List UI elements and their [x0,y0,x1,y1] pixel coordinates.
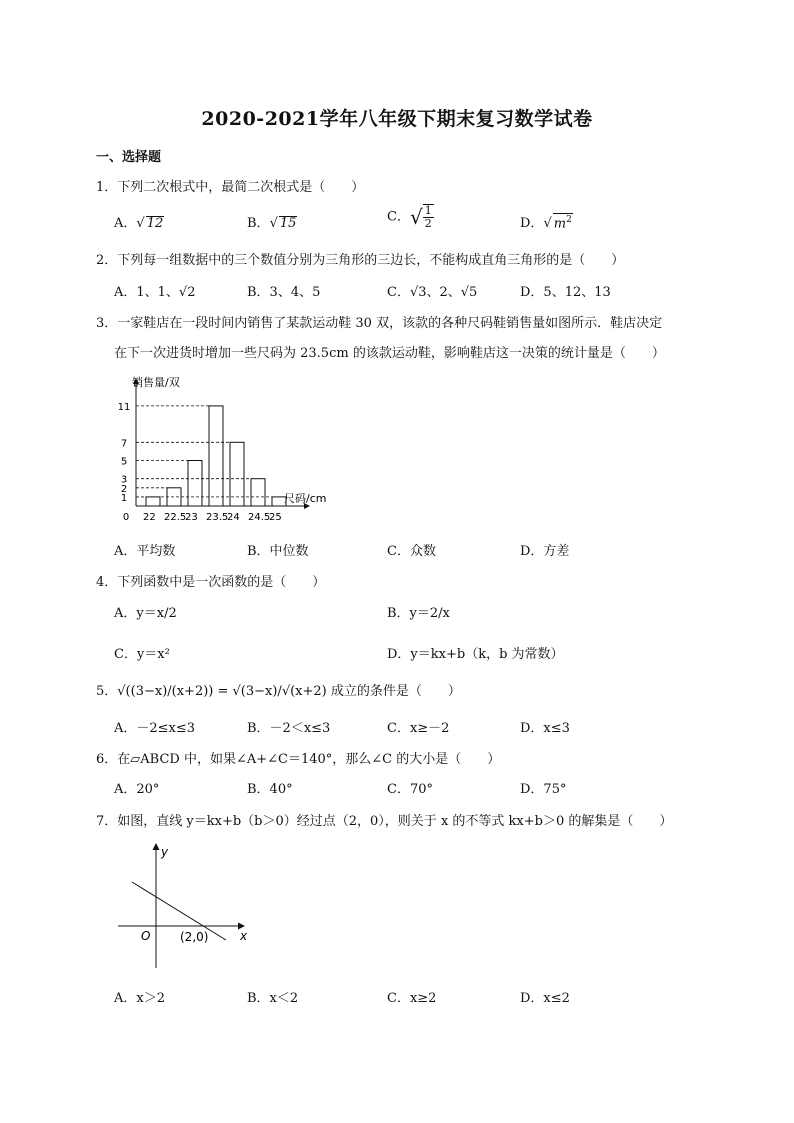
question-4-stem: 4．下列函数中是一次函数的是（ ） [96,575,326,590]
chart-y-tick-label: 11 [117,401,131,413]
question-6-stem: 6．在▱ABCD 中，如果∠A+∠C＝140°，那么∠C 的大小是（ ） [96,752,501,767]
q2-option-d: D．5、12、13 [520,285,611,300]
chart-x-tick-label: 23.5 [206,512,229,523]
q3-option-b: B．中位数 [247,544,309,559]
question-1-stem: 1．下列二次根式中，最简二次根式是（ ） [96,180,365,195]
q5-option-a: A．－2≤x≤3 [114,721,196,736]
chart-y-tick-label: 0 [122,512,130,523]
q4-option-a: A．y＝x/2 [114,606,177,621]
chart-x-tick-label: 24.5 [248,512,271,523]
question-3-stem-line2: 在下一次进货时增加一些尺码为 23.5cm 的该款运动鞋，影响鞋店这一决策的统计量是（ ） [114,346,665,361]
question-7-stem: 7．如图，直线 y＝kx+b（b＞0）经过点（2，0），则关于 x 的不等式 kx+b＞0 的解集是（ ） [96,814,673,829]
q2-option-c: C．√3、2、√5 [387,285,478,300]
q6-option-d: D．75° [520,782,567,797]
shoe-size-bar-chart [112,372,352,527]
q4-option-c: C．y＝x² [114,647,170,662]
q5-option-b: B．－2＜x≤3 [247,721,331,736]
q3-option-a: A．平均数 [114,544,176,559]
q5-option-c: C．x≥－2 [387,721,450,736]
chart-bar [251,479,265,506]
page-title: 2020-2021学年八年级下期末复习数学试卷 [201,108,593,130]
question-2-stem: 2．下列每一组数据中的三个数值分别为三角形的三边长，不能构成直角三角形的是（ ） [96,253,625,268]
chart-x-tick-label: 24 [227,512,240,523]
q3-option-c: C．众数 [387,544,436,559]
q4-option-b: B．y＝2/x [387,606,450,621]
chart-y-tick-label: 5 [120,456,128,468]
q7-option-d: D．x≤2 [520,991,570,1006]
q7-option-c: C．x≥2 [387,991,437,1006]
chart-bar [209,406,223,506]
q1-option-b: B．√ 15 [247,216,297,231]
q5-option-d: D．x≤3 [520,721,570,736]
origin-label: O [141,929,151,943]
y-axis-label: y [161,845,169,859]
q2-option-a: A．1、1、√2 [114,285,196,300]
q6-option-a: A．20° [114,782,160,797]
chart-y-axis-label: 销售量/双 [132,376,180,389]
chart-y-tick-label: 2 [120,483,128,495]
q7-option-a: A．x＞2 [114,991,165,1006]
chart-x-tick-label: 25 [269,512,282,523]
q1-option-a: A．√ 12 [114,216,164,231]
section-heading: 一、选择题 [96,150,162,165]
intercept-point-label: (2,0) [180,930,209,944]
q6-option-c: C．70° [387,782,433,797]
question-3-stem-line1: 3．一家鞋店在一段时间内销售了某款运动鞋 30 双，该款的各种尺码鞋销售量如图所示．鞋店决定 [96,316,663,331]
chart-x-tick-label: 23 [185,512,198,523]
chart-x-tick-label: 22.5 [164,512,187,523]
q3-option-d: D．方差 [520,544,570,559]
q1-option-c: C．√ $\frac{1}{2}$ [387,204,432,230]
chart-x-axis-label: 尺码/cm [284,492,327,505]
q1-option-d: D．√ $m^2$ [520,214,572,231]
q4-option-d: D．y＝kx+b（k，b 为常数） [387,647,564,662]
q2-option-b: B．3、4、5 [247,285,321,300]
chart-bar [146,497,160,506]
chart-x-tick-label: 22 [143,512,156,523]
chart-y-tick-label: 1 [120,492,128,504]
x-axis-label: x [240,929,248,943]
chart-bar [188,461,202,507]
question-5-stem: 5．√((3−x)/(x+2)) = √(3−x)/√(x+2) 成立的条件是（ ） [96,684,461,699]
chart-bar [230,442,244,506]
q6-option-b: B．40° [247,782,293,797]
chart-y-tick-label: 7 [120,438,128,450]
q7-option-b: B．x＜2 [247,991,299,1006]
chart-y-tick-label: 3 [120,474,128,486]
linear-function-graph [112,838,262,978]
